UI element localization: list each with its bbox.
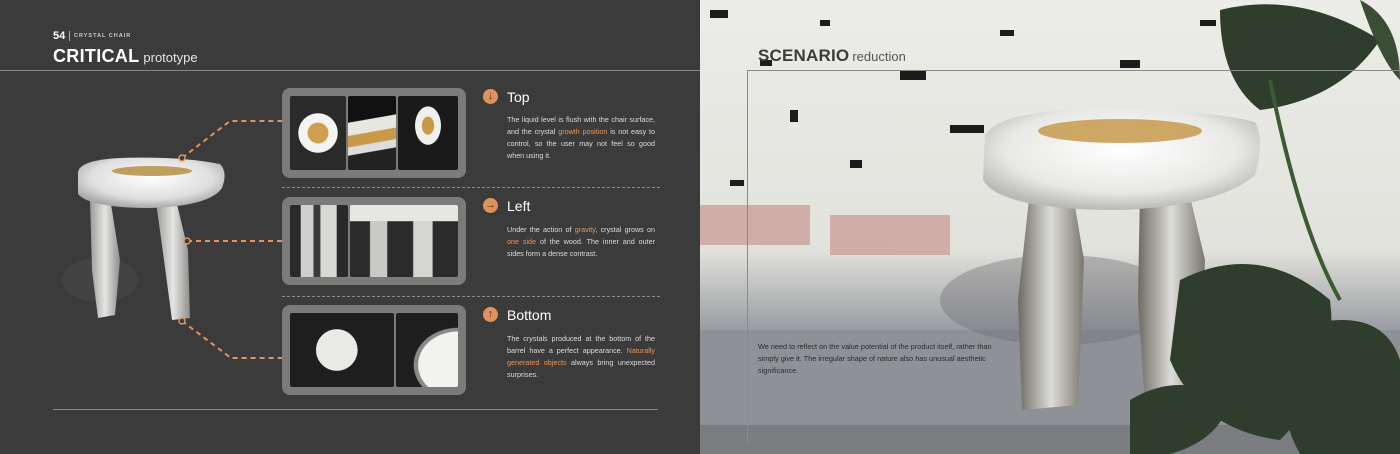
- arrow-down-circle-icon: ↓: [483, 89, 498, 104]
- highlight-text: one side: [507, 237, 537, 246]
- highlight-text: growth position: [558, 127, 608, 136]
- body-text: Under the action of: [507, 225, 575, 234]
- body-text: , crystal grows on: [595, 225, 655, 234]
- bottom-photo-1: [290, 313, 394, 387]
- crystal-chair-illustration: [60, 150, 240, 330]
- section-title-top: Top: [507, 89, 530, 105]
- section-body-top: [507, 114, 655, 162]
- scenario-photo: [700, 0, 1400, 454]
- section-title-bottom: Bottom: [507, 307, 552, 323]
- body-text: The liquid level is flush with the chair surface, and the crystal: [507, 115, 655, 136]
- section-divider: [282, 187, 660, 188]
- top-photo-2: [348, 96, 396, 170]
- body-text: of the wood. The inner and outer sides form a dense contrast.: [507, 237, 655, 258]
- body-text: is not easy to control, so the user may not feel so good when using it.: [507, 127, 655, 160]
- right-page: [700, 0, 1400, 454]
- left-photo-2: [350, 205, 458, 277]
- page-number: 54: [53, 30, 66, 42]
- left-photo-1: [290, 205, 348, 277]
- footer-rule: [53, 409, 658, 410]
- header-rule: [0, 70, 700, 71]
- right-vertical-rule: [747, 70, 748, 444]
- section-divider: [282, 296, 660, 297]
- body-text: always bring unexpected surprises.: [507, 358, 655, 379]
- arrow-up-circle-icon: ↑: [483, 307, 498, 322]
- bottom-photo-2: [396, 313, 458, 387]
- highlight-text: Naturally generated objects: [507, 346, 655, 367]
- top-photos-panel: [282, 88, 466, 178]
- scenario-title: [758, 46, 906, 66]
- crystal-chair-drawing: [60, 150, 240, 330]
- top-photo-3: [398, 96, 458, 170]
- section-title-left: Left: [507, 198, 531, 214]
- body-text: The crystals produced at the bottom of the barrel have a perfect appearance.: [507, 334, 655, 355]
- scenario-title-bold: SCENARIO: [758, 46, 850, 65]
- header-separator: [69, 31, 70, 41]
- scenario-caption: We need to reflect on the value potential of the product itself, rather than simply give it. The irregular shape of nature also has unusual aesthetic significance.: [758, 342, 992, 375]
- page-title: [53, 46, 198, 67]
- left-photos-panel: [282, 197, 466, 285]
- arrow-right-circle-icon: →: [485, 199, 496, 211]
- section-body-bottom: [507, 333, 655, 381]
- right-header-rule: [748, 70, 1400, 71]
- highlight-text: gravity: [574, 225, 596, 234]
- top-photo-1: [290, 96, 346, 170]
- bottom-photos-panel: [282, 305, 466, 395]
- scenario-title-light: reduction: [852, 49, 906, 64]
- section-name: CRYSTAL CHAIR: [74, 33, 132, 39]
- page-title-light: prototype: [143, 50, 198, 65]
- page-title-bold: CRITICAL: [53, 46, 140, 66]
- section-body-left: [507, 224, 655, 260]
